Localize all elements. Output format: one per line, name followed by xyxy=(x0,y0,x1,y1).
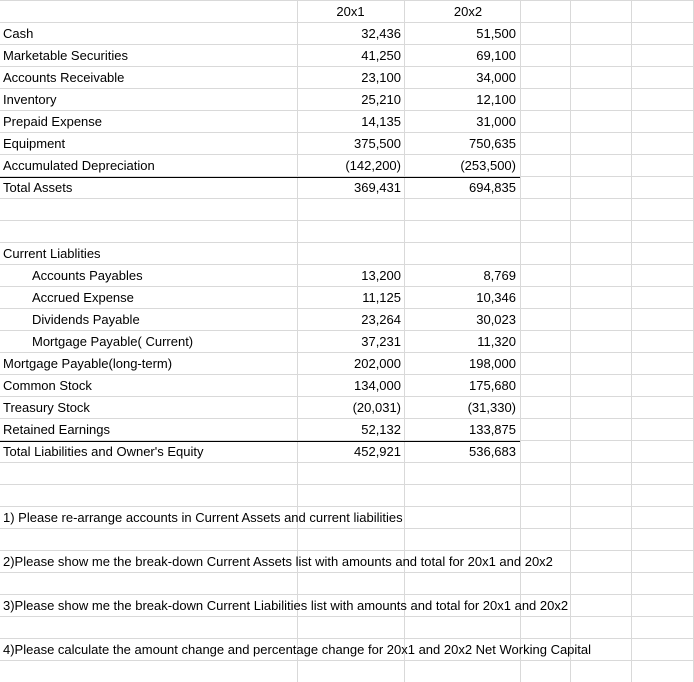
row-label-total-assets[interactable]: Total Assets xyxy=(3,180,73,195)
row-label-retained-earnings[interactable]: Retained Earnings xyxy=(3,422,110,437)
accounts-receivable-20x1[interactable]: 23,100 xyxy=(361,70,401,85)
question-2[interactable]: 2)Please show me the break-down Current Assets list with amounts and total for 20x1 and 20x2 xyxy=(3,554,553,569)
row-label-inventory[interactable]: Inventory xyxy=(3,92,57,107)
accrued-expense-20x1[interactable]: 11,125 xyxy=(362,290,401,305)
mortgage-payable-current-20x1[interactable]: 37,231 xyxy=(361,334,401,349)
accounts-payables-20x1[interactable]: 13,200 xyxy=(361,268,401,283)
total-liabilities-equity-20x1[interactable]: 452,921 xyxy=(354,444,401,459)
row-label-accrued-expense[interactable]: Accrued Expense xyxy=(32,290,134,305)
row-label-mortgage-payable-long-term[interactable]: Mortgage Payable(long-term) xyxy=(3,356,173,371)
row-label-accounts-receivable[interactable]: Accounts Receivable xyxy=(3,70,125,85)
grid-column-line xyxy=(631,0,632,682)
cash-20x1[interactable]: 32,436 xyxy=(361,26,401,41)
accumulated-depreciation-20x1[interactable]: (142,200) xyxy=(345,158,401,173)
mortgage-payable-current-20x2[interactable]: 11,320 xyxy=(477,334,516,349)
dividends-payable-20x2[interactable]: 30,023 xyxy=(476,312,516,327)
grid-column-line xyxy=(404,0,405,682)
treasury-stock-20x1[interactable]: (20,031) xyxy=(352,400,401,415)
row-label-accumulated-depreciation[interactable]: Accumulated Depreciation xyxy=(3,158,155,173)
accrued-expense-20x2[interactable]: 10,346 xyxy=(476,290,516,305)
common-stock-20x2[interactable]: 175,680 xyxy=(469,378,516,393)
dividends-payable-20x1[interactable]: 23,264 xyxy=(361,312,401,327)
total-liabilities-equity-20x2[interactable]: 536,683 xyxy=(469,444,516,459)
prepaid-expense-20x1[interactable]: 14,135 xyxy=(361,114,401,129)
common-stock-20x1[interactable]: 134,000 xyxy=(354,378,401,393)
equipment-20x2[interactable]: 750,635 xyxy=(469,136,516,151)
treasury-stock-20x2[interactable]: (31,330) xyxy=(467,400,516,415)
grid-column-line xyxy=(570,0,571,682)
header-20x2[interactable]: 20x2 xyxy=(453,4,483,19)
row-label-mortgage-payable-current[interactable]: Mortgage Payable( Current) xyxy=(32,334,194,349)
row-label-equipment[interactable]: Equipment xyxy=(3,136,66,151)
question-4[interactable]: 4)Please calculate the amount change and percentage change for 20x1 and 20x2 Net Working Capital xyxy=(3,642,592,657)
inventory-20x2[interactable]: 12,100 xyxy=(476,92,516,107)
grid-column-line xyxy=(520,0,521,682)
current-liabilities-heading[interactable]: Current Liablities xyxy=(3,246,101,261)
row-label-dividends-payable[interactable]: Dividends Payable xyxy=(32,312,140,327)
question-1[interactable]: 1) Please re-arrange accounts in Current Assets and current liabilities xyxy=(3,510,403,525)
mortgage-payable-long-term-20x2[interactable]: 198,000 xyxy=(469,356,516,371)
header-20x1[interactable]: 20x1 xyxy=(336,4,365,19)
total-assets-20x2[interactable]: 694,835 xyxy=(469,180,516,195)
cash-20x2[interactable]: 51,500 xyxy=(476,26,516,41)
row-label-common-stock[interactable]: Common Stock xyxy=(3,378,92,393)
row-label-total-liabilities-equity[interactable]: Total Liabilities and Owner's Equity xyxy=(3,444,204,459)
retained-earnings-20x2[interactable]: 133,875 xyxy=(469,422,516,437)
accumulated-depreciation-20x2[interactable]: (253,500) xyxy=(460,158,516,173)
marketable-securities-20x2[interactable]: 69,100 xyxy=(476,48,516,63)
total-assets-20x1[interactable]: 369,431 xyxy=(354,180,401,195)
row-label-cash[interactable]: Cash xyxy=(3,26,34,41)
retained-earnings-20x1[interactable]: 52,132 xyxy=(361,422,401,437)
row-label-accounts-payables[interactable]: Accounts Payables xyxy=(32,268,143,283)
grid-column-line xyxy=(297,0,298,682)
prepaid-expense-20x2[interactable]: 31,000 xyxy=(476,114,516,129)
row-label-treasury-stock[interactable]: Treasury Stock xyxy=(3,400,90,415)
row-label-prepaid-expense[interactable]: Prepaid Expense xyxy=(3,114,103,129)
equipment-20x1[interactable]: 375,500 xyxy=(354,136,401,151)
question-3[interactable]: 3)Please show me the break-down Current Liabilities list with amounts and total for 20x1 and 20x2 xyxy=(3,598,569,613)
mortgage-payable-long-term-20x1[interactable]: 202,000 xyxy=(354,356,401,371)
accounts-receivable-20x2[interactable]: 34,000 xyxy=(476,70,516,85)
accounts-payables-20x2[interactable]: 8,769 xyxy=(483,268,516,283)
marketable-securities-20x1[interactable]: 41,250 xyxy=(361,48,401,63)
row-label-marketable-securities[interactable]: Marketable Securities xyxy=(3,48,128,63)
inventory-20x1[interactable]: 25,210 xyxy=(361,92,401,107)
